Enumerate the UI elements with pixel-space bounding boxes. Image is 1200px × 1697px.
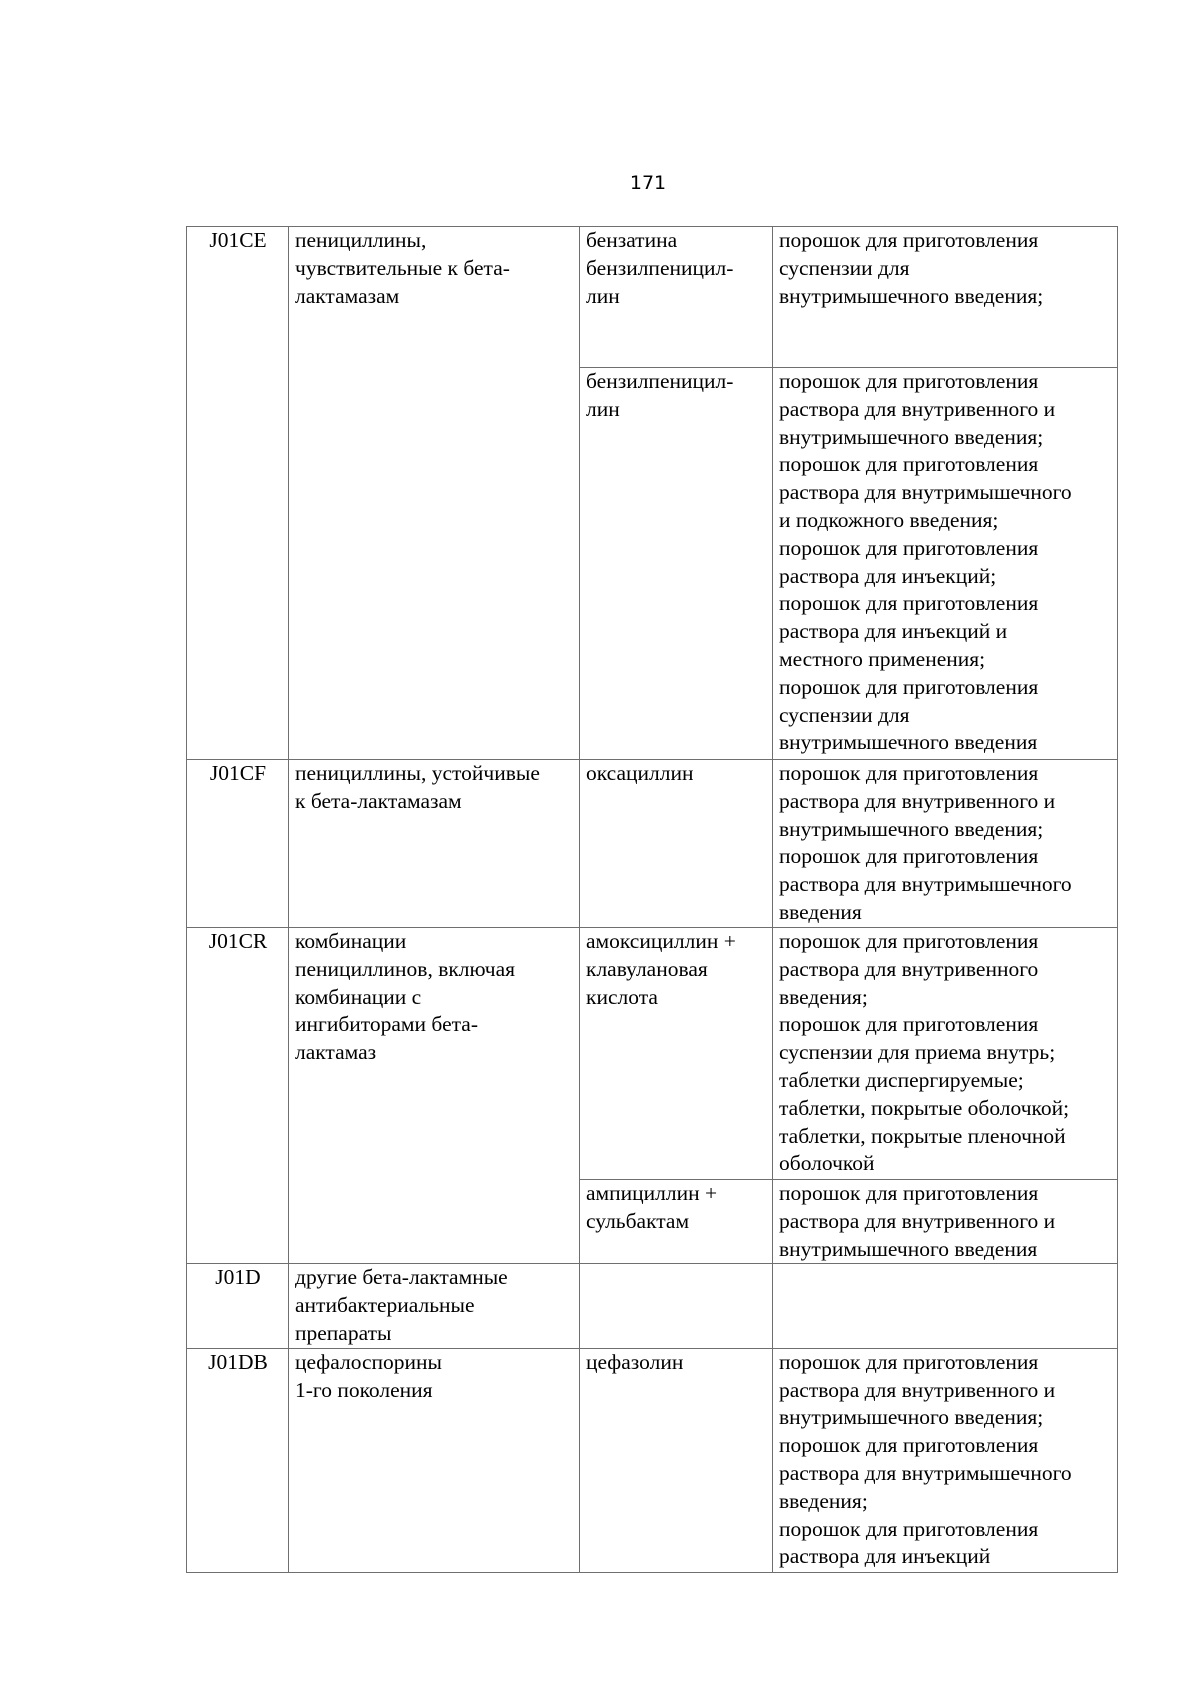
table-row (187, 760, 1118, 928)
table-row (187, 227, 1118, 368)
atc-code-cell: J01CR (187, 928, 289, 1264)
dosage-form-cell: порошок для приготовления раствора для внутривенного и внутримышечного введения; порошок для приготовления раствора для внутримышечного введения (773, 760, 1118, 928)
table-row (187, 1348, 1118, 1572)
atc-group-cell: пенициллины, устойчивые к бета-лактамазам (289, 760, 580, 928)
atc-group-cell: пенициллины, чувствительные к бета- лактамазам (289, 227, 580, 760)
dosage-form-cell: порошок для приготовления раствора для внутривенного и внутримышечного введения; порошок для приготовления раствора для внутримышечного и подкожного введения; порошок для приготовления раствора для инъекций; порошок для приготовления раствора для инъекций и местного применения; порошок для приготовления суспензии для внутримышечного введения (773, 368, 1118, 760)
dosage-form-cell (773, 1264, 1118, 1348)
dosage-form-cell: порошок для приготовления суспензии для внутримышечного введения; (773, 227, 1118, 368)
atc-group-cell: цефалоспорины 1-го поколения (289, 1348, 580, 1572)
atc-group-cell: комбинации пенициллинов, включая комбинации с ингибиторами бета- лактамаз (289, 928, 580, 1264)
table-row (187, 928, 1118, 1180)
atc-code-cell: J01CE (187, 227, 289, 760)
table-row (187, 1264, 1118, 1348)
drug-name-cell: бензатина бензилпеницил- лин (580, 227, 773, 368)
drug-name-cell: ампициллин + сульбактам (580, 1180, 773, 1264)
atc-group-cell: другие бета-лактамные антибактериальные препараты (289, 1264, 580, 1348)
drug-name-cell: оксациллин (580, 760, 773, 928)
atc-code-cell: J01D (187, 1264, 289, 1348)
dosage-form-cell: порошок для приготовления раствора для внутривенного и внутримышечного введения (773, 1180, 1118, 1264)
dosage-form-cell: порошок для приготовления раствора для внутривенного введения; порошок для приготовления суспензии для приема внутрь; таблетки диспергируемые; таблетки, покрытые оболочкой; таблетки, покрытые пленочной оболочкой (773, 928, 1118, 1180)
drug-name-cell (580, 1264, 773, 1348)
drug-name-cell: амоксициллин + клавулановая кислота (580, 928, 773, 1180)
page-number: 171 (629, 172, 667, 194)
drug-name-cell: цефазолин (580, 1348, 773, 1572)
drug-table (186, 226, 1118, 1573)
atc-code-cell: J01CF (187, 760, 289, 928)
atc-code-cell: J01DB (187, 1348, 289, 1572)
drug-name-cell: бензилпеницил- лин (580, 368, 773, 760)
dosage-form-cell: порошок для приготовления раствора для внутривенного и внутримышечного введения; порошок для приготовления раствора для внутримышечного введения; порошок для приготовления раствора для инъекций (773, 1348, 1118, 1572)
